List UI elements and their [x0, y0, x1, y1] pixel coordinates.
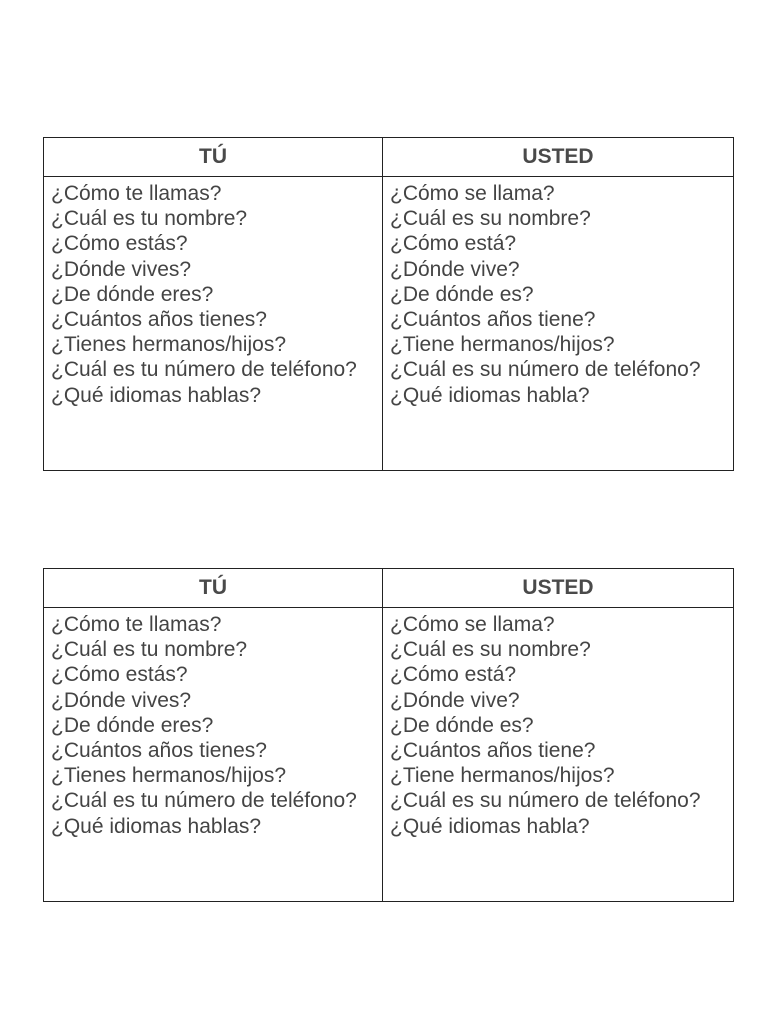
question-line: ¿Cuál es su número de teléfono?: [390, 358, 701, 382]
question-line: ¿De dónde es?: [390, 713, 534, 737]
question-line: ¿Qué idiomas habla?: [390, 383, 590, 407]
question-line: ¿De dónde es?: [390, 282, 534, 306]
question-line: ¿Qué idiomas hablas?: [51, 383, 262, 407]
question-line: ¿Qué idiomas habla?: [390, 814, 590, 838]
question-line: ¿Cuál es su nombre?: [390, 207, 591, 231]
question-line: ¿Cómo se llama?: [390, 182, 555, 205]
header-usted: USTED: [383, 138, 734, 177]
question-line: ¿Cómo te llamas?: [51, 613, 222, 636]
question-line: ¿Cómo estás?: [51, 663, 188, 687]
question-line: ¿Tiene hermanos/hijos?: [390, 764, 615, 788]
table-header-row: [44, 138, 734, 177]
question-line: ¿Cuál es tu nombre?: [51, 638, 248, 662]
header-tu: TÚ: [44, 138, 383, 177]
conjugation-table-2: [43, 568, 734, 902]
conjugation-table-1: [43, 137, 734, 471]
question-line: ¿Cuántos años tienes?: [51, 308, 267, 332]
question-line: ¿Tienes hermanos/hijos?: [51, 333, 286, 357]
question-line: ¿Dónde vives?: [51, 257, 192, 281]
table-header-row: [44, 569, 734, 608]
question-line: ¿Tiene hermanos/hijos?: [390, 333, 615, 357]
question-line: ¿Tienes hermanos/hijos?: [51, 764, 286, 788]
question-line: ¿Cuántos años tiene?: [390, 739, 596, 763]
question-line: ¿Cómo está?: [390, 232, 517, 256]
question-line: ¿Cuál es su nombre?: [390, 638, 591, 662]
question-line: ¿Dónde vive?: [390, 257, 520, 281]
question-line: ¿Dónde vives?: [51, 688, 192, 712]
question-line: ¿Cuál es tu número de teléfono?: [51, 358, 357, 382]
question-line: ¿Cuál es tu número de teléfono?: [51, 789, 357, 813]
tu-questions-cell: [44, 608, 383, 902]
usted-questions-cell: [383, 177, 734, 471]
question-line: ¿Cuántos años tiene?: [390, 308, 596, 332]
question-line: ¿Cuál es tu nombre?: [51, 207, 248, 231]
question-line: ¿Qué idiomas hablas?: [51, 814, 262, 838]
question-line: ¿De dónde eres?: [51, 282, 214, 306]
table-body-row: [44, 177, 734, 471]
header-usted: USTED: [383, 569, 734, 608]
question-line: ¿Cómo te llamas?: [51, 182, 222, 205]
question-line: ¿Cómo se llama?: [390, 613, 555, 636]
question-line: ¿Cuántos años tienes?: [51, 739, 267, 763]
question-line: ¿Cómo estás?: [51, 232, 188, 256]
question-line: ¿Dónde vive?: [390, 688, 520, 712]
question-line: ¿Cómo está?: [390, 663, 517, 687]
header-tu: TÚ: [44, 569, 383, 608]
tu-questions-cell: [44, 177, 383, 471]
question-line: ¿Cuál es su número de teléfono?: [390, 789, 701, 813]
table-body-row: [44, 608, 734, 902]
question-line: ¿De dónde eres?: [51, 713, 214, 737]
usted-questions-cell: [383, 608, 734, 902]
